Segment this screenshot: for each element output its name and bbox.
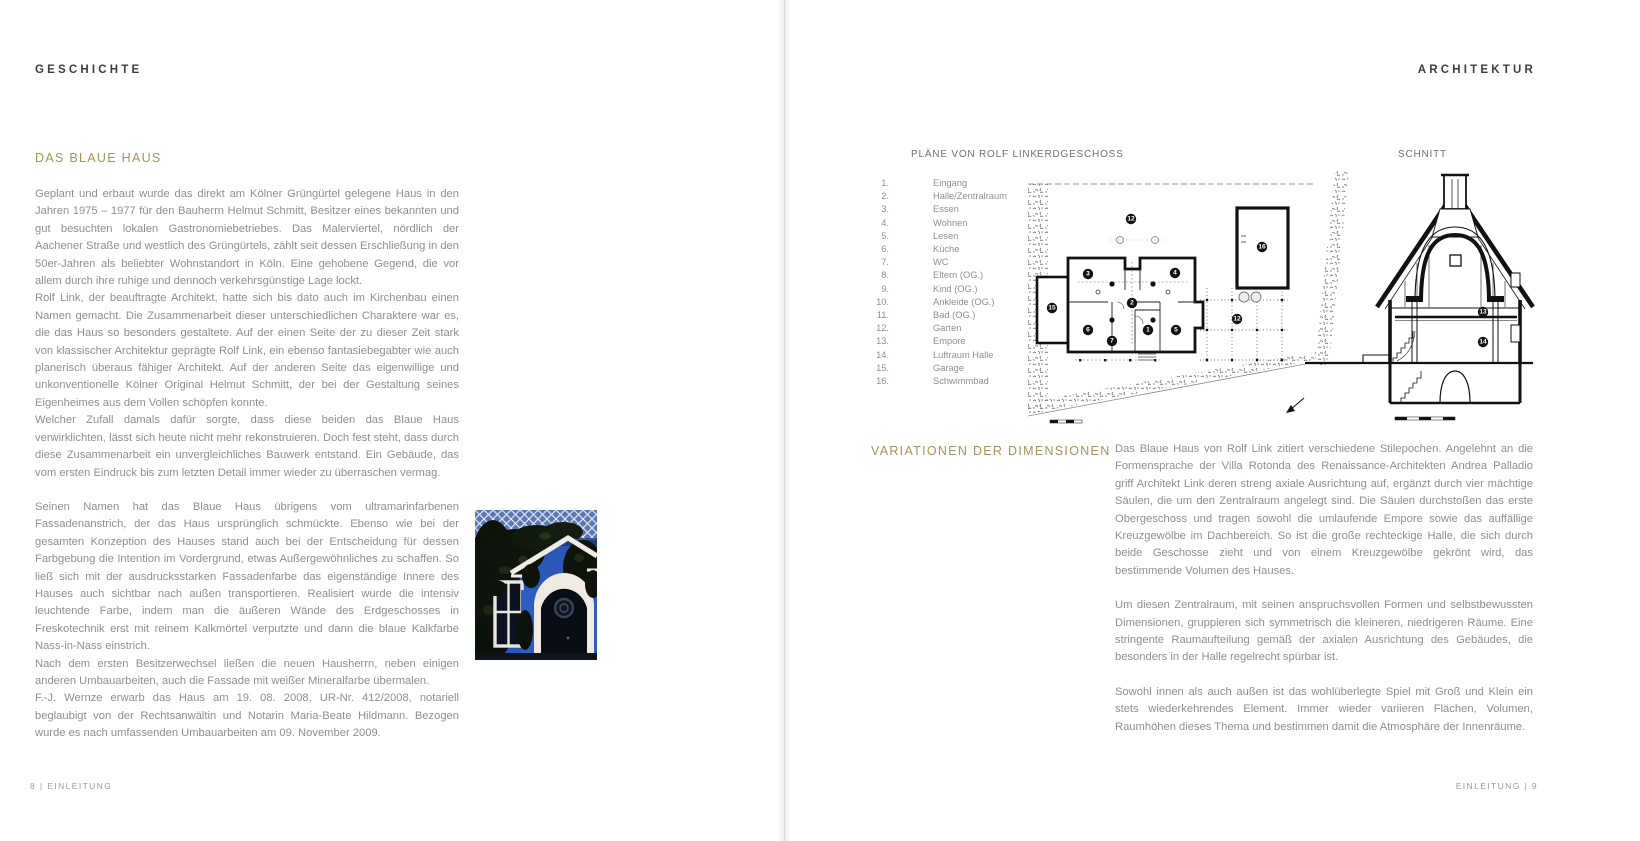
left-page-header: GESCHICHTE xyxy=(35,64,143,76)
plan-marker: 12 xyxy=(1127,215,1135,223)
plan-marker: 16 xyxy=(1258,243,1266,251)
section-marker: 14 xyxy=(1479,338,1487,346)
paragraph: Welcher Zufall damals dafür sorgte, dass diese beiden das Blaue Haus verwirklichten, lässt sich heute nicht mehr rekonstruieren. Doch fest steht, dass durch diese Zusammenarbeit ein unvergleichliches Bauwerk entstand. Ein Gebäude, das vom ersten Eindruck bis zum letzten Detail immer wieder zu überraschen vermag. xyxy=(35,414,459,479)
photo-door xyxy=(534,573,594,660)
entrance-photo-svg xyxy=(475,510,597,660)
legend-item: 4. Wohnen xyxy=(881,217,968,228)
left-section-title: DAS BLAUE HAUS xyxy=(35,151,162,165)
section-marker: 13 xyxy=(1479,308,1487,316)
paragraph: F.-J. Wernze erwarb das Haus am 19. 08. 2008, UR-Nr. 412/2008, notariell beglaubigt von der Rechtsanwältin und Notarin Maria-Beate Hildmann. Bezogen wurde es nach umfassenden Umbauarbeiten am 09. November 2009. xyxy=(35,692,459,740)
floorplan-title: ERDGESCHOSS xyxy=(1037,149,1124,160)
page-spine-line xyxy=(784,0,785,841)
legend-item: 2. Halle/Zentralraum xyxy=(881,191,1007,202)
plan-marker: 3 xyxy=(1086,270,1090,278)
legend-item: 9. Kind (OG.) xyxy=(881,283,978,294)
paragraph: Geplant und erbaut wurde das direkt am Kölner Grüngürtel gelegene Haus in den Jahren 1975 – 1977 für den Bauherrn Helmut Schmitt, Besitzer eines bekannten und gut besuchten lokalen Gastronomiebetriebes. Das Malerviertel, nördlich der Aachener Straße und westlich des Grüngürtels, zählt seit dessen Erschließung in den 50er-Jahren als beliebter Wohnstandort in Köln. Eine gehobene Gegend, die vor allem durch ihre ruhige und dennoch verkehrsgünstige Lage lockt. xyxy=(35,188,459,288)
chimney xyxy=(1432,175,1478,237)
right-page-header: ARCHITEKTUR xyxy=(1417,64,1536,76)
plan-marker: 2 xyxy=(1130,299,1134,307)
plan-marker: 7 xyxy=(1110,337,1114,345)
capital-right xyxy=(1487,296,1504,302)
plan-marker: 6 xyxy=(1086,326,1090,334)
plans-legend-title: PLÄNE VON ROLF LINK xyxy=(911,149,1038,160)
plan-marker: 1 xyxy=(1146,326,1150,334)
paragraph: Sowohl innen als auch außen ist das wohlüberlegte Spiel mit Groß und Klein ein stets wiederkehrendes Element. Immer wieder variieren Flächen, Volumen, Raumhöhen dieses Thema und bestimmen damit die Atmosphäre der Innenräume. xyxy=(1115,685,1533,733)
plan-marker: 4 xyxy=(1173,269,1177,277)
legend-item: 11. Bad (OG.) xyxy=(876,310,976,321)
paragraph: Um diesen Zentralraum, mit seinen anspruchsvollen Formen und selbstbewussten Dimensionen, gruppieren sich symmetrisch die kleineren, niedrigeren Räume. Eine stringente Raumaufteilung gemäß der axialen Ausrichtung des Gebäudes, die besonders in der Halle regelrecht spürbar ist. xyxy=(1115,599,1533,664)
section-drawing xyxy=(1305,165,1535,430)
vegetation-strip xyxy=(1315,170,1349,365)
plan-marker: 12 xyxy=(1233,315,1241,323)
plan-legend xyxy=(872,177,1007,388)
paragraph: Nach dem ersten Besitzerwechsel ließen die neuen Hausherrn, neben einigen anderen Umbauarbeiten, auch die Fassade mit weißer Mineralfarbe übermalen. xyxy=(35,657,459,687)
plan-marker: 5 xyxy=(1174,326,1178,334)
basement xyxy=(1390,363,1520,403)
legend-item: 8. Eltern (OG.) xyxy=(881,270,984,281)
plan-marker: 15 xyxy=(1048,304,1056,312)
legend-item: 12. Garten xyxy=(876,323,962,334)
section-scale-bar xyxy=(1395,417,1455,420)
paragraph: Seinen Namen hat das Blaue Haus übrigens vom ultramarinfarbenen Fassadenanstrich, der das Haus ursprünglich schmückte. Ebenso wie bei der gesamten Konzeption des Hauses stand auch bei der Entscheidung für dessen Farbgebung die Intention im Vordergrund, etwas Außergewöhnliches zu schaffen. So ließ sich mit der ausdrucksstarken Fassadenfarbe das eigenständige Innere des Hauses auch sichtbar nach außen transportieren. Realisiert wurde die intensiv leuchtende Farbe, indem man die äußeren Wände des Erdgeschosses in Freskotechnik erst mit reinem Kalkmörtel verputzte und dann die blaue Kalkfarbe Nass-in-Nass einstrich. xyxy=(35,500,459,653)
legend-item: 16. Schwimmbad xyxy=(876,376,989,387)
section-markers xyxy=(1478,307,1488,347)
legend-item: 3. Essen xyxy=(881,204,959,215)
legend-item: 10. Ankleide (OG.) xyxy=(876,296,995,307)
photo-threshold xyxy=(475,653,597,660)
entrance-photo xyxy=(475,510,597,660)
legend-item: 7. WC xyxy=(881,257,949,268)
section-walls xyxy=(1390,300,1520,363)
vegetation-band xyxy=(1028,352,1316,414)
right-body-text xyxy=(1115,441,1533,736)
left-page-footer: 8 | EINLEITUNG xyxy=(30,781,113,791)
floorplan-drawing xyxy=(1020,170,1320,430)
north-arrow xyxy=(1286,398,1304,413)
legend-item: 1. Eingang xyxy=(881,178,968,188)
legend-item: 15. Garage xyxy=(876,362,965,373)
right-page-footer: EINLEITUNG | 9 xyxy=(1455,781,1538,791)
right-section-title: VARIATIONEN DER DIMENSIONEN xyxy=(871,444,1111,458)
stairs xyxy=(1393,331,1413,363)
capital-left xyxy=(1406,296,1423,302)
left-body-text xyxy=(35,186,459,743)
cross-vault xyxy=(1415,227,1495,302)
legend-item: 6. Küche xyxy=(881,244,960,255)
paragraph: Rolf Link, der beauftragte Architekt, hatte sich bis dato auch im Kirchenbau einen Namen gemacht. Die Zusammenarbeit dieser unterschiedlichen Charaktere war es, die das Haus so besonders gestaltete. Auf der einen Seite der zu dieser Zeit stark von klassischer Architektur geprägte Rolf Link, ein ebenso fantasiebegabter wie auch planerisch überaus fähiger Architekt. Auf der anderen Seite das eigenwillige und unkonventionelle Kölner Original Helmut Schmitt, der bei der Gestaltung seines Eigenheimes aus dem Vollen schöpfen konnte. xyxy=(35,292,459,409)
legend-item: 14. Luftraum Halle xyxy=(876,349,994,360)
plan-scale-bar xyxy=(1050,420,1082,423)
paragraph: Das Blaue Haus von Rolf Link zitiert verschiedene Stilepochen. Angelehnt an die Formensprache der Villa Rotonda des Renaissance-Architekten Andrea Palladio griff Architekt Link deren streng axiale Ausrichtung auf, ergänzt durch vier mächtige Säulen, die um den Zentralraum angelegt sind. Die Säulen durchstoßen das erste Obergeschoss und tragen sowohl die umlaufende Empore sowie das auffällige Kreuzgewölbe im Dachbereich. So ist die große rechteckige Halle, die sich durch beide Geschosse zieht und von einem Kreuzgewölbe gekrönt wird, das bestimmende Volumen des Hauses. xyxy=(1115,443,1533,577)
legend-item: 5. Lesen xyxy=(881,230,959,241)
section-title: SCHNITT xyxy=(1398,149,1447,160)
pergola-posts xyxy=(1206,299,1283,361)
legend-item: 13. Empore xyxy=(876,336,966,347)
